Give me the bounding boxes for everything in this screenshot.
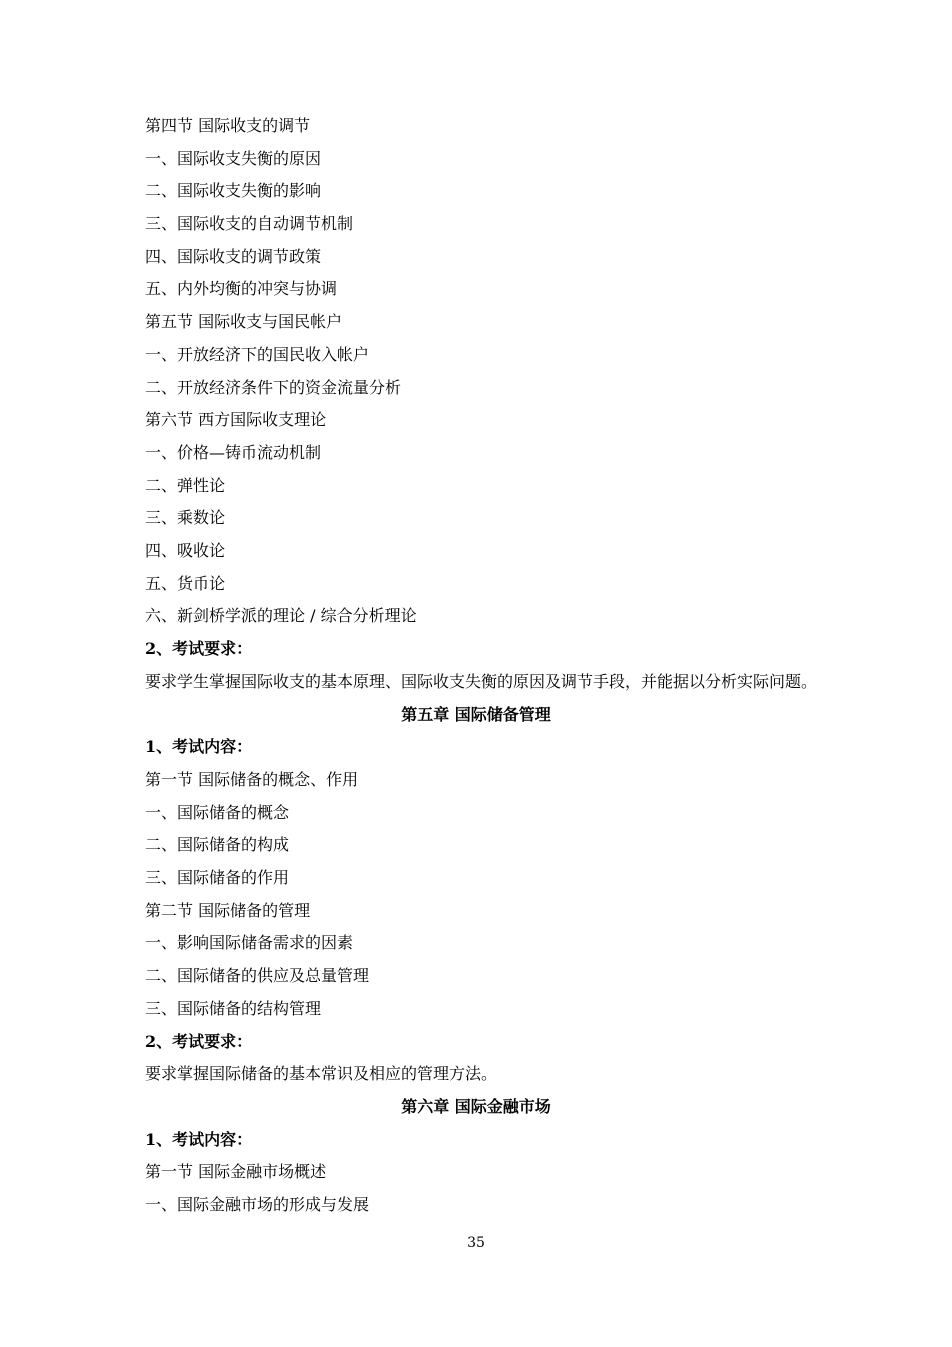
section-heading: 第五节 国际收支与国民帐户: [145, 312, 343, 331]
list-item: 一、影响国际储备需求的因素: [145, 933, 354, 952]
list-item: 一、国际金融市场的形成与发展: [145, 1195, 370, 1214]
content-heading: 1、考试内容：: [145, 737, 253, 756]
list-item: 五、货币论: [145, 574, 226, 593]
section-heading: 第一节 国际储备的概念、作用: [145, 770, 359, 789]
list-item: 五、内外均衡的冲突与协调: [145, 279, 338, 298]
list-item: 三、国际储备的作用: [145, 868, 290, 887]
list-item: 一、国际储备的概念: [145, 803, 290, 822]
chapter-title: 第六章 国际金融市场: [401, 1097, 551, 1116]
requirement-text: 要求掌握国际储备的基本常识及相应的管理方法。: [145, 1064, 498, 1083]
requirement-text: 要求学生掌握国际收支的基本原理、国际收支失衡的原因及调节手段，并能据以分析实际问题。: [145, 672, 818, 691]
list-item: 三、国际储备的结构管理: [145, 999, 322, 1018]
section-heading: 第二节 国际储备的管理: [145, 901, 311, 920]
list-item: 一、开放经济下的国民收入帐户: [145, 345, 370, 364]
list-item: 二、国际收支失衡的影响: [145, 181, 322, 200]
list-item: 二、国际储备的供应及总量管理: [145, 966, 370, 985]
list-item: 一、价格—铸币流动机制: [145, 443, 322, 462]
list-item: 四、国际收支的调节政策: [145, 247, 322, 266]
chapter-title: 第五章 国际储备管理: [401, 705, 551, 724]
list-item: 四、吸收论: [145, 541, 226, 560]
list-item: 二、国际储备的构成: [145, 835, 290, 854]
list-item: 二、开放经济条件下的资金流量分析: [145, 378, 402, 397]
requirement-heading: 2、考试要求：: [145, 1032, 253, 1051]
requirement-heading: 2、考试要求：: [145, 639, 253, 658]
list-item: 三、国际收支的自动调节机制: [145, 214, 354, 233]
section-heading: 第四节 国际收支的调节: [145, 116, 311, 135]
page-number: 35: [467, 1235, 485, 1251]
section-heading: 第六节 西方国际收支理论: [145, 410, 327, 429]
content-heading: 1、考试内容：: [145, 1130, 253, 1149]
list-item: 六、新剑桥学派的理论 / 综合分析理论: [145, 606, 417, 625]
list-item: 二、弹性论: [145, 476, 226, 495]
section-heading: 第一节 国际金融市场概述: [145, 1162, 327, 1181]
list-item: 三、乘数论: [145, 508, 226, 527]
list-item: 一、国际收支失衡的原因: [145, 149, 322, 168]
